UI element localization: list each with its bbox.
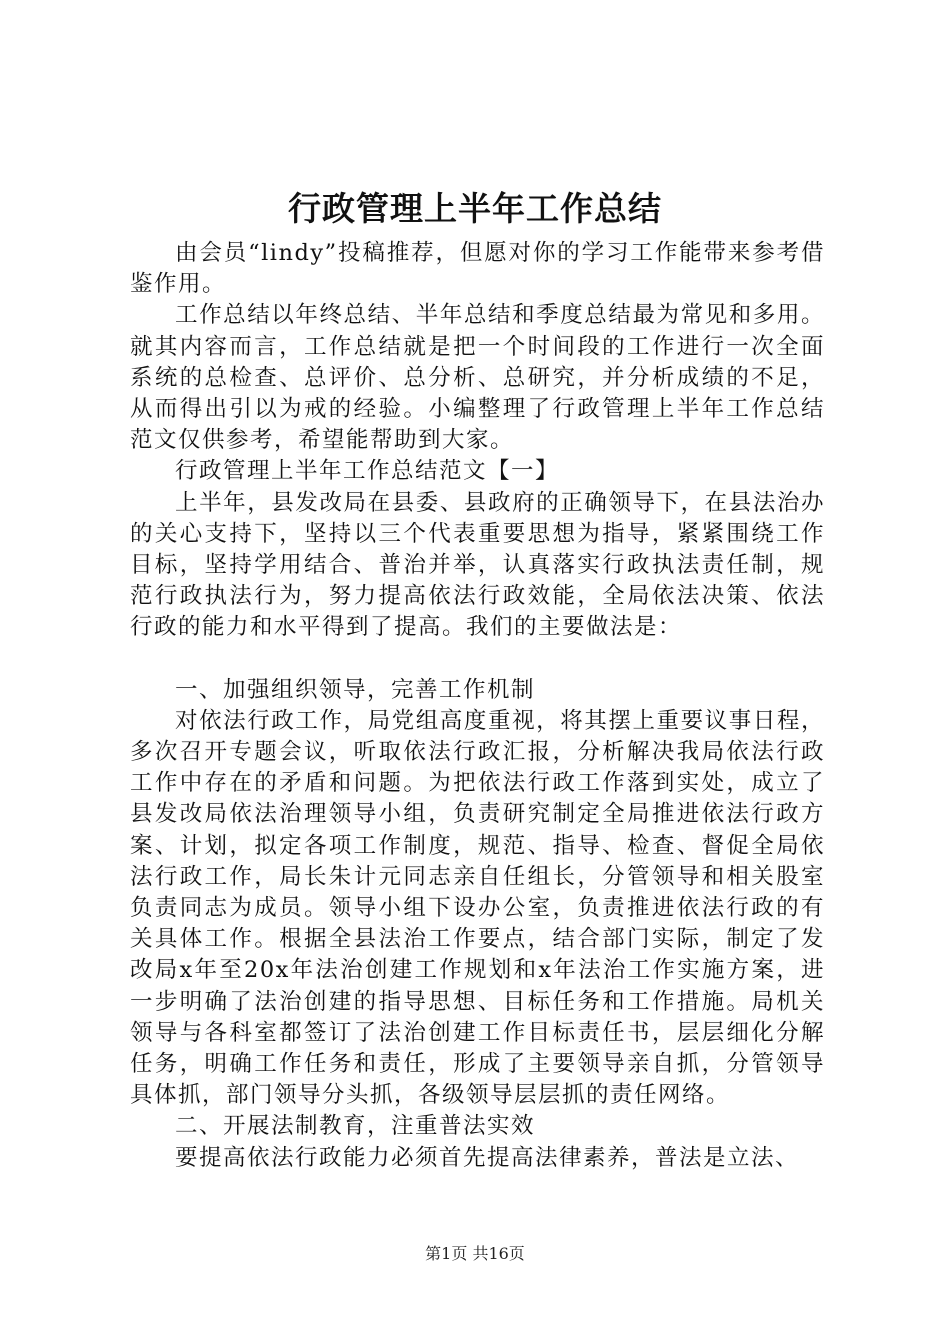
section-heading-two: 二、开展法制教育，注重普法实效 — [175, 1113, 536, 1140]
document-title: 行政管理上半年工作总结 — [288, 189, 662, 228]
document-body — [130, 238, 825, 1174]
body-paragraph: 要提高依法行政能力必须首先提高法律素养，普法是立法、 — [175, 1144, 800, 1171]
section-heading-one: 一、加强组织领导，完善工作机制 — [175, 676, 536, 703]
summary-paragraph: 工作总结以年终总结、半年总结和季度总结最为常见和多用。就其内容而言，工作总结就是把一个时间段的工作进行一次全面系统的总检查、总评价、总分析、总研究，并分析成绩的不足，从而得出引以为戒的经验。小编整理了行政管理上半年工作总结范文仅供参考，希望能帮助到大家。 — [130, 302, 825, 454]
intro-paragraph: 由会员“lindy”投稿推荐，但愿对你的学习工作能带来参考借鉴作用。 — [130, 240, 825, 298]
body-paragraph: 上半年，县发改局在县委、县政府的正确领导下，在县法治办的关心支持下，坚持以三个代表重要思想为指导，紧紧围绕工作目标，坚持学用结合、普治并举，认真落实行政执法责任制，规范行政执法行为，努力提高依法行政效能，全局依法决策、依法行政的能力和水平得到了提高。我们的主要做法是： — [130, 489, 825, 641]
page-number-footer: 第1页 共16页 — [425, 1244, 525, 1263]
section-heading-sample-one: 行政管理上半年工作总结范文【一】 — [175, 458, 560, 485]
body-paragraph: 对依法行政工作，局党组高度重视，将其摆上重要议事日程，多次召开专题会议，听取依法行政汇报，分析解决我局依法行政工作中存在的矛盾和问题。为把依法行政工作落到实处，成立了县发改局依法治理领导小组，负责研究制定全局推进依法行政方案、计划，拟定各项工作制度，规范、指导、检查、督促全局依法行政工作，局长朱计元同志亲自任组长，分管领导和相关股室负责同志为成员。领导小组下设办公室，负责推进依法行政的有关具体工作。根据全县法治工作要点，结合部门实际，制定了发改局x年至20x年法治创建工作规划和x年法治工作实施方案，进一步明确了法治创建的指导思想、目标任务和工作措施。局机关领导与各科室都签订了法治创建工作目标责任书，层层细化分解任务，明确工作任务和责任，形成了主要领导亲自抓，分管领导具体抓，部门领导分头抓，各级领导层层抓的责任网络。 — [130, 707, 825, 1109]
